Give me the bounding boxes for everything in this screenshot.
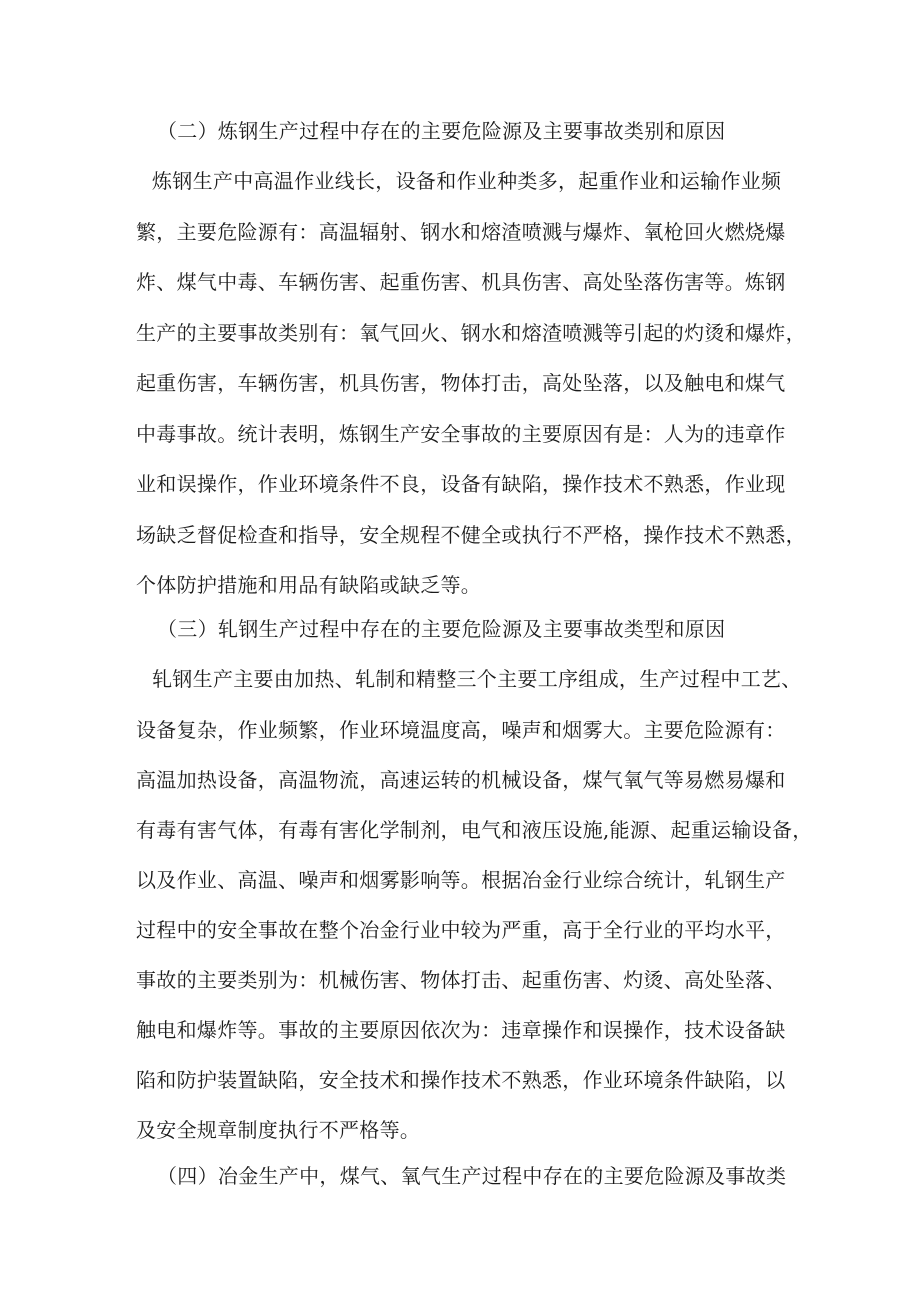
paragraph-line: 生产的主要事故类别有：氧气回火、钢水和熔渣喷溅等引起的灼烫和爆炸， bbox=[136, 321, 806, 345]
paragraph-line: 起重伤害，车辆伤害，机具伤害，物体打击，高处坠落，以及触电和煤气 bbox=[136, 371, 786, 395]
section-heading-2: （二）炼钢生产过程中存在的主要危险源及主要事故类别和原因 bbox=[157, 119, 726, 143]
paragraph-line: 有毒有害气体，有毒有害化学制剂，电气和液压设施,能源、起重运输设备， bbox=[136, 818, 813, 842]
section-heading-3: （三）轧钢生产过程中存在的主要危险源及主要事故类型和原因 bbox=[157, 617, 726, 641]
paragraph-line: 以及作业、高温、噪声和烟雾影响等。根据冶金行业综合统计，轧钢生产 bbox=[136, 868, 786, 892]
paragraph-line: 轧钢生产主要由加热、轧制和精整三个主要工序组成，生产过程中工艺、 bbox=[152, 667, 802, 691]
paragraph-line: 繁，主要危险源有：高温辐射、钢水和熔渣喷溅与爆炸、氧枪回火燃烧爆 bbox=[136, 220, 786, 244]
paragraph-line: 业和误操作，作业环境条件不良，设备有缺陷，操作技术不熟悉，作业现 bbox=[136, 472, 786, 496]
paragraph-line: 及安全规章制度执行不严格等。 bbox=[136, 1118, 421, 1142]
paragraph-line: 过程中的安全事故在整个冶金行业中较为严重，高于全行业的平均水平， bbox=[136, 918, 786, 942]
section-heading-4: （四）冶金生产中，煤气、氧气生产过程中存在的主要危险源及事故类 bbox=[157, 1164, 787, 1188]
paragraph-line: 设备复杂，作业频繁，作业环境温度高，噪声和烟雾大。主要危险源有： bbox=[136, 718, 786, 742]
paragraph-line: 事故的主要类别为：机械伤害、物体打击、起重伤害、灼烫、高处坠落、 bbox=[136, 968, 786, 992]
paragraph-line: 炼钢生产中高温作业线长，设备和作业种类多，起重作业和运输作业频 bbox=[152, 169, 782, 193]
paragraph-line: 个体防护措施和用品有缺陷或缺乏等。 bbox=[136, 573, 482, 597]
paragraph-line: 场缺乏督促检查和指导，安全规程不健全或执行不严格，操作技术不熟悉， bbox=[136, 523, 806, 547]
paragraph-line: 陷和防护装置缺陷，安全技术和操作技术不熟悉，作业环境条件缺陷，以 bbox=[136, 1068, 786, 1092]
paragraph-line: 炸、煤气中毒、车辆伤害、起重伤害、机具伤害、高处坠落伤害等。炼钢 bbox=[136, 270, 786, 294]
paragraph-line: 中毒事故。统计表明，炼钢生产安全事故的主要原因有是：人为的违章作 bbox=[136, 422, 786, 446]
paragraph-line: 触电和爆炸等。事故的主要原因依次为：违章操作和误操作，技术设备缺 bbox=[136, 1018, 786, 1042]
paragraph-line: 高温加热设备，高温物流，高速运转的机械设备，煤气氧气等易燃易爆和 bbox=[136, 768, 786, 792]
